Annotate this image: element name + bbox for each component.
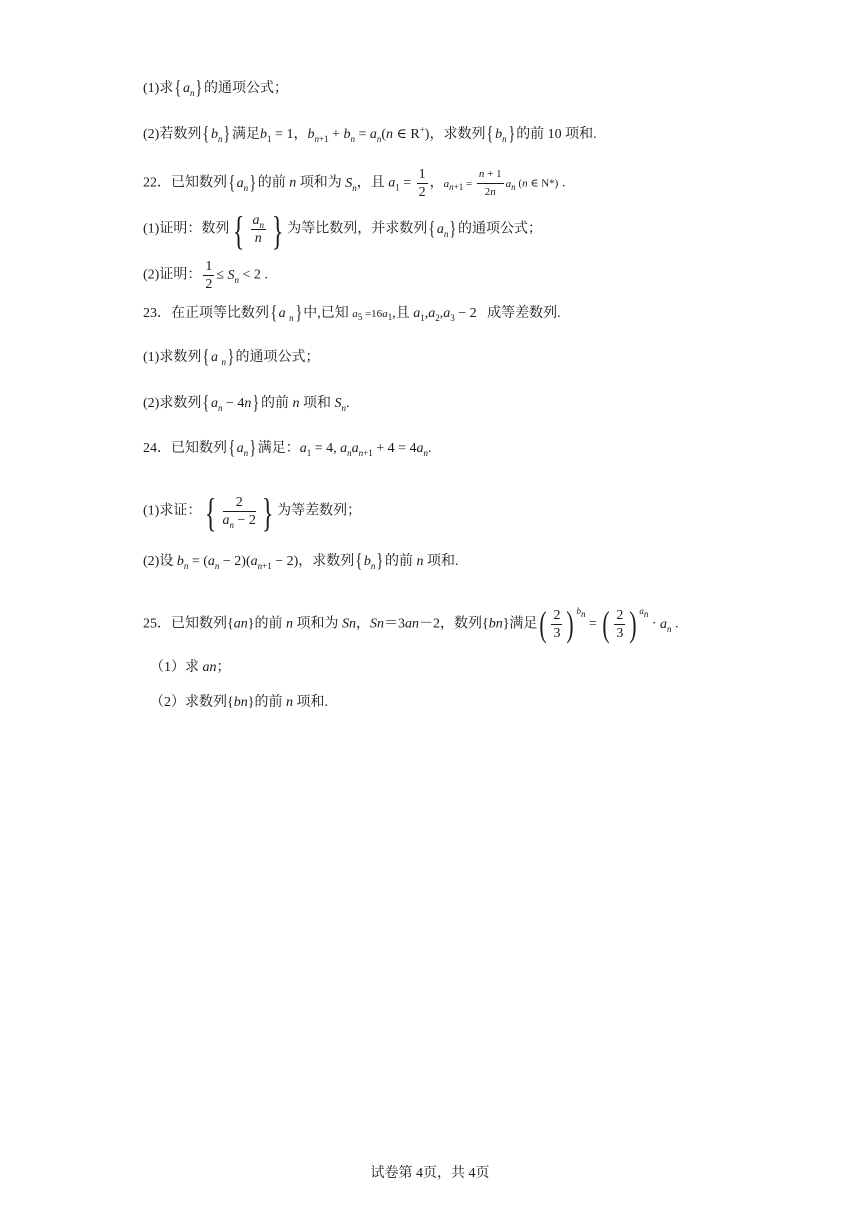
q22-stem: 22．已知数列$\{a_n\}$的前 n 项和为 $S_n$，且 $a_1$ = $\frac{1}{2}$ ，$a_{n+1}$ = $\frac{n + 1}{2n}$ $a_n$ (n ∈ N*) . [143,167,566,200]
q23-part1: (1)求数列{a $_n$}的通项公式； [143,346,320,368]
q25-part2: （2）求数列{bn}的前 n 项和. [150,695,328,710]
q24-stem: 24．已知数列$\{a_n\}$满足：$a_1 = 4$, $a_na_{n+1} + 4 = 4a_n$. [143,437,432,459]
q25-part1: （1）求 an； [150,660,231,675]
q23-part2: (2)求数列$\{a_n - 4n\}$的前 n 项和 $S_n$. [143,392,350,414]
page-footer: 试卷第 4页，共 4页 [370,1166,490,1181]
q22-part2: (2)证明： $\frac{1}{2}$ ≤ $S_n < 2$ . [143,259,268,292]
q22-part1: (1)证明：数列{ $\frac{a_n}{n}$ } 为等比数列，并求数列$\{a_n\}$的通项公式； [143,207,542,253]
q21-part2: (2)若数列$\{b_n\}$满足$b_1 = 1$，$b_{n+1} + b_n = a_n(n$ ∈ R+)，求数列$\{b_n\}$的前 10 项和. [143,123,597,145]
q24-part2: (2)设 $b_n = (a_n - 2)(a_{n+1} - 2)$，求数列$\{b_n\}$的前 n 项和. [143,550,459,572]
q23-stem: 23．在正项等比数列{a $_n$}中,已知 $a_5 =16a_1$,且 $a_1,a_2,a_3 - 2$ 成等差数列. [143,302,561,324]
q24-part1: (1)求证：{ $\frac{2}{a_n - 2}$ } 为等差数列； [143,489,362,535]
q21-part1: (1)求$\{a_n\}$的通项公式； [143,77,289,99]
q25-stem: 25．已知数列{an}的前 n 项和为 Sn，Sn＝3an－2，数列{bn}满足( $\frac{2}{3}$ ) $^{b_n}$ = ( $\frac{2}{3}$ ) $^{a_n} \cdot a_n$ . [143,603,679,644]
